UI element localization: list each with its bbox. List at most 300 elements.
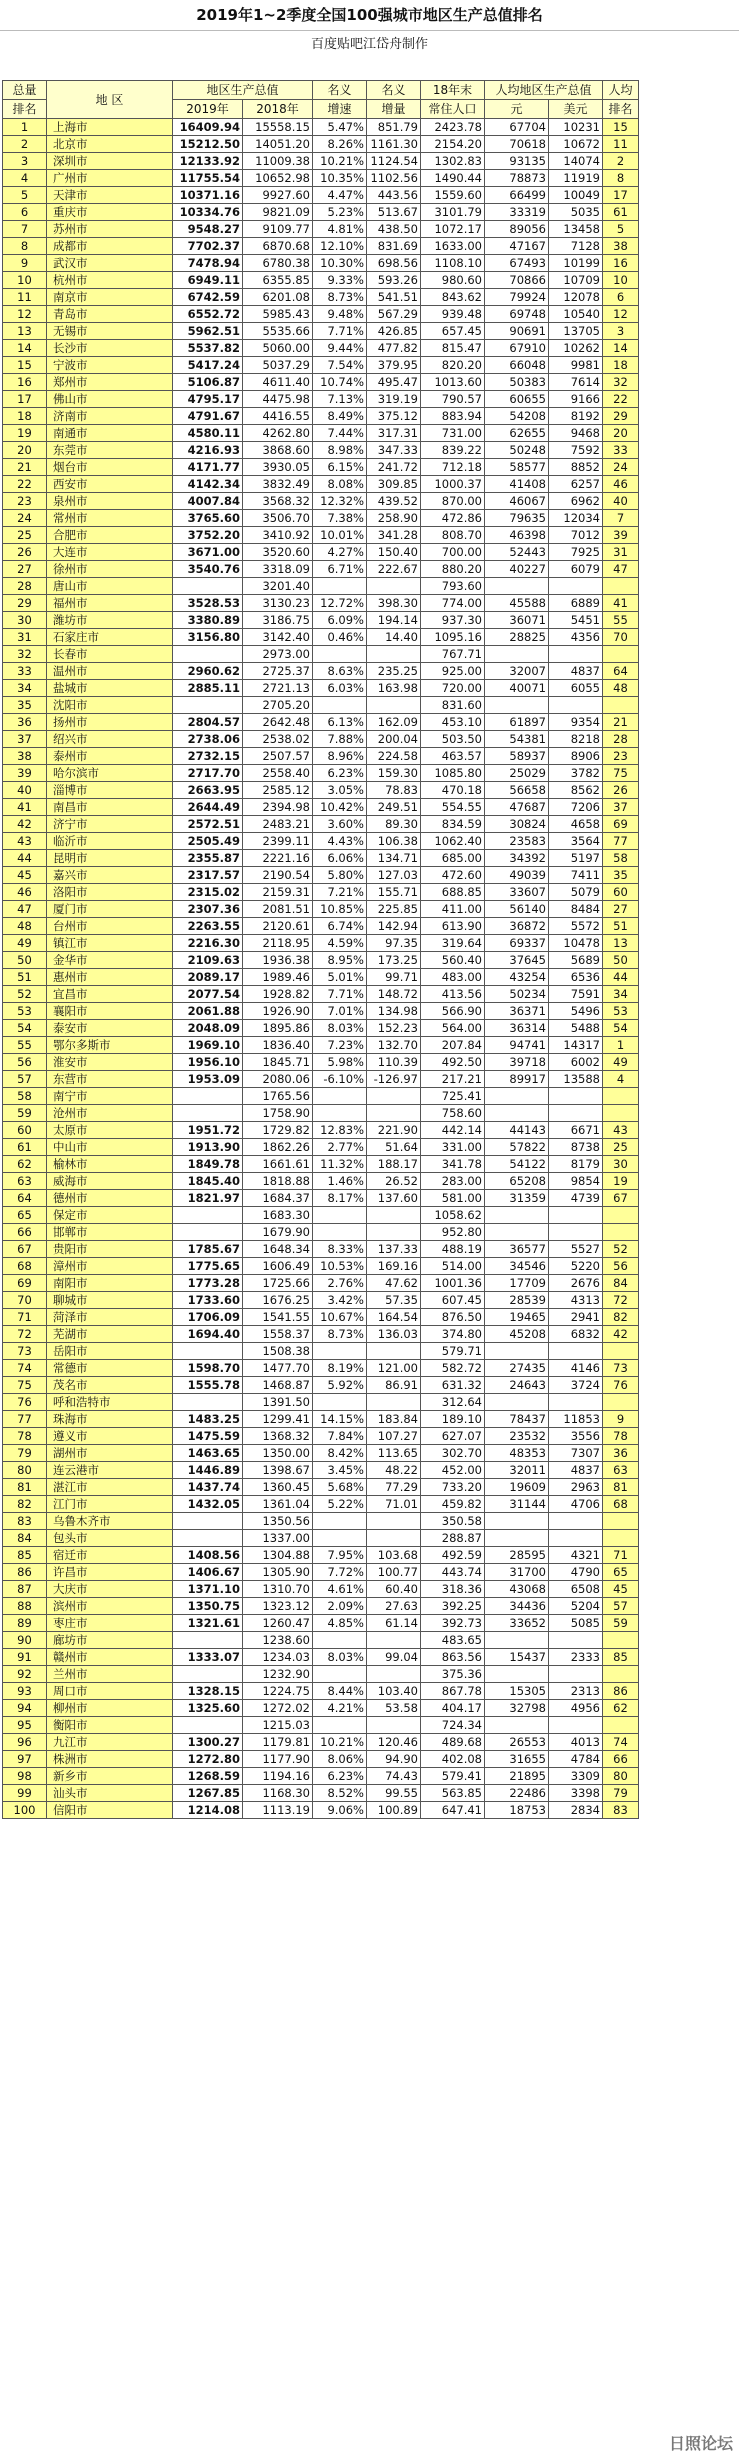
cell-percapita-rank: 63: [603, 1462, 639, 1479]
cell-city: 聊城市: [47, 1292, 173, 1309]
table-row: [3, 1003, 639, 1020]
cell-percapita-rank: [603, 1207, 639, 1224]
cell-percapita-usd: 11853: [549, 1411, 603, 1428]
cell-percapita-rank: 85: [603, 1649, 639, 1666]
cell-gdp-2019: 1272.80: [173, 1751, 243, 1768]
cell-growth: 3.45%: [313, 1462, 367, 1479]
cell-percapita-usd: 3398: [549, 1785, 603, 1802]
header-yuan: 元: [485, 100, 549, 119]
cell-percapita-usd: 2676: [549, 1275, 603, 1292]
table-row: [3, 391, 639, 408]
cell-population: 470.18: [421, 782, 485, 799]
cell-gdp-2018: 1368.32: [243, 1428, 313, 1445]
table-row: [3, 1717, 639, 1734]
cell-percapita-rank: 10: [603, 272, 639, 289]
cell-increment: 222.67: [367, 561, 421, 578]
cell-percapita-yuan: 93135: [485, 153, 549, 170]
cell-rank: 34: [3, 680, 47, 697]
cell-gdp-2018: 6201.08: [243, 289, 313, 306]
cell-gdp-2019: 2061.88: [173, 1003, 243, 1020]
cell-growth: 4.85%: [313, 1615, 367, 1632]
table-row: [3, 1071, 639, 1088]
cell-gdp-2018: 1299.41: [243, 1411, 313, 1428]
cell-increment: 94.90: [367, 1751, 421, 1768]
cell-city: 长沙市: [47, 340, 173, 357]
cell-gdp-2018: 2118.95: [243, 935, 313, 952]
cell-growth: 5.68%: [313, 1479, 367, 1496]
cell-percapita-usd: 7012: [549, 527, 603, 544]
cell-population: 731.00: [421, 425, 485, 442]
cell-population: 483.65: [421, 1632, 485, 1649]
cell-percapita-yuan: 66048: [485, 357, 549, 374]
cell-percapita-rank: 42: [603, 1326, 639, 1343]
cell-percapita-yuan: 48353: [485, 1445, 549, 1462]
cell-percapita-yuan: 32007: [485, 663, 549, 680]
cell-percapita-yuan: [485, 1343, 549, 1360]
cell-rank: 7: [3, 221, 47, 238]
cell-rank: 66: [3, 1224, 47, 1241]
table-row: [3, 748, 639, 765]
cell-gdp-2019: 1437.74: [173, 1479, 243, 1496]
cell-percapita-yuan: [485, 1088, 549, 1105]
cell-gdp-2019: 1706.09: [173, 1309, 243, 1326]
cell-population: 411.00: [421, 901, 485, 918]
cell-growth: 7.72%: [313, 1564, 367, 1581]
cell-percapita-yuan: [485, 1513, 549, 1530]
cell-increment: 224.58: [367, 748, 421, 765]
header-gdp-2019: 2019年: [173, 100, 243, 119]
table-row: [3, 1190, 639, 1207]
cell-growth: 5.80%: [313, 867, 367, 884]
cell-percapita-usd: 6055: [549, 680, 603, 697]
cell-rank: 92: [3, 1666, 47, 1683]
cell-city: 济南市: [47, 408, 173, 425]
cell-gdp-2018: 11009.38: [243, 153, 313, 170]
cell-gdp-2018: 1725.66: [243, 1275, 313, 1292]
cell-percapita-usd: 8192: [549, 408, 603, 425]
cell-increment: 495.47: [367, 374, 421, 391]
header-growth: 名义: [313, 81, 367, 100]
cell-growth: 7.84%: [313, 1428, 367, 1445]
cell-percapita-rank: 45: [603, 1581, 639, 1598]
cell-growth: 7.54%: [313, 357, 367, 374]
cell-population: 492.50: [421, 1054, 485, 1071]
cell-gdp-2018: 2080.06: [243, 1071, 313, 1088]
cell-rank: 60: [3, 1122, 47, 1139]
cell-percapita-yuan: 89056: [485, 221, 549, 238]
cell-percapita-yuan: 28825: [485, 629, 549, 646]
cell-percapita-rank: 2: [603, 153, 639, 170]
cell-rank: 98: [3, 1768, 47, 1785]
cell-percapita-rank: 77: [603, 833, 639, 850]
table-row: [3, 1496, 639, 1513]
cell-percapita-usd: [549, 1513, 603, 1530]
cell-city: 汕头市: [47, 1785, 173, 1802]
cell-percapita-yuan: [485, 1717, 549, 1734]
cell-city: 洛阳市: [47, 884, 173, 901]
table-row: [3, 306, 639, 323]
cell-percapita-yuan: [485, 1666, 549, 1683]
cell-gdp-2018: 2190.54: [243, 867, 313, 884]
cell-growth: [313, 1530, 367, 1547]
cell-gdp-2018: 1391.50: [243, 1394, 313, 1411]
cell-increment: 477.82: [367, 340, 421, 357]
cell-percapita-usd: 4784: [549, 1751, 603, 1768]
cell-increment: [367, 1666, 421, 1683]
table-row: [3, 340, 639, 357]
cell-percapita-usd: 6889: [549, 595, 603, 612]
cell-percapita-usd: 3724: [549, 1377, 603, 1394]
cell-percapita-usd: 7128: [549, 238, 603, 255]
cell-gdp-2019: [173, 1632, 243, 1649]
cell-percapita-usd: 5527: [549, 1241, 603, 1258]
cell-percapita-usd: 13458: [549, 221, 603, 238]
cell-city: 上海市: [47, 119, 173, 136]
cell-percapita-rank: 26: [603, 782, 639, 799]
cell-population: 790.57: [421, 391, 485, 408]
cell-increment: 99.04: [367, 1649, 421, 1666]
table-row: [3, 697, 639, 714]
cell-growth: 6.03%: [313, 680, 367, 697]
cell-city: 东营市: [47, 1071, 173, 1088]
cell-percapita-yuan: 52443: [485, 544, 549, 561]
cell-population: 413.56: [421, 986, 485, 1003]
cell-percapita-yuan: 28539: [485, 1292, 549, 1309]
cell-rank: 47: [3, 901, 47, 918]
cell-population: 867.78: [421, 1683, 485, 1700]
cell-increment: 258.90: [367, 510, 421, 527]
cell-growth: 7.23%: [313, 1037, 367, 1054]
header-increment: 名义: [367, 81, 421, 100]
table-row: [3, 816, 639, 833]
cell-rank: 77: [3, 1411, 47, 1428]
cell-percapita-yuan: 70866: [485, 272, 549, 289]
cell-percapita-rank: [603, 1530, 639, 1547]
header-growth-line2: 增速: [313, 100, 367, 119]
cell-percapita-yuan: 54381: [485, 731, 549, 748]
cell-percapita-usd: 6508: [549, 1581, 603, 1598]
cell-percapita-yuan: 70618: [485, 136, 549, 153]
cell-rank: 70: [3, 1292, 47, 1309]
table-row: [3, 884, 639, 901]
cell-population: 312.64: [421, 1394, 485, 1411]
cell-rank: 74: [3, 1360, 47, 1377]
cell-gdp-2019: 1821.97: [173, 1190, 243, 1207]
cell-growth: [313, 1224, 367, 1241]
cell-percapita-usd: 5079: [549, 884, 603, 901]
cell-gdp-2019: 4791.67: [173, 408, 243, 425]
table-row: [3, 1139, 639, 1156]
cell-gdp-2019: 5962.51: [173, 323, 243, 340]
cell-percapita-yuan: 56140: [485, 901, 549, 918]
cell-city: 惠州市: [47, 969, 173, 986]
cell-rank: 37: [3, 731, 47, 748]
cell-gdp-2019: 2732.15: [173, 748, 243, 765]
cell-increment: 103.40: [367, 1683, 421, 1700]
cell-percapita-usd: [549, 1530, 603, 1547]
cell-rank: 53: [3, 1003, 47, 1020]
cell-increment: 134.71: [367, 850, 421, 867]
cell-increment: 78.83: [367, 782, 421, 799]
cell-percapita-usd: 8179: [549, 1156, 603, 1173]
cell-gdp-2019: 1483.25: [173, 1411, 243, 1428]
cell-percapita-usd: 6832: [549, 1326, 603, 1343]
cell-percapita-yuan: [485, 578, 549, 595]
cell-percapita-yuan: [485, 1207, 549, 1224]
cell-gdp-2018: 3568.32: [243, 493, 313, 510]
cell-city: 绍兴市: [47, 731, 173, 748]
cell-percapita-usd: 9166: [549, 391, 603, 408]
cell-percapita-rank: 36: [603, 1445, 639, 1462]
cell-gdp-2018: 2725.37: [243, 663, 313, 680]
cell-growth: 7.44%: [313, 425, 367, 442]
cell-percapita-rank: 34: [603, 986, 639, 1003]
cell-gdp-2018: 9927.60: [243, 187, 313, 204]
cell-gdp-2018: 1323.12: [243, 1598, 313, 1615]
cell-increment: 235.25: [367, 663, 421, 680]
table-row: [3, 578, 639, 595]
cell-increment: [367, 1513, 421, 1530]
cell-population: 712.18: [421, 459, 485, 476]
cell-rank: 25: [3, 527, 47, 544]
cell-city: 泰州市: [47, 748, 173, 765]
cell-rank: 41: [3, 799, 47, 816]
table-row: [3, 867, 639, 884]
cell-population: 631.32: [421, 1377, 485, 1394]
cell-gdp-2018: 6780.38: [243, 255, 313, 272]
cell-gdp-2018: 1350.56: [243, 1513, 313, 1530]
cell-city: 沧州市: [47, 1105, 173, 1122]
cell-rank: 31: [3, 629, 47, 646]
cell-increment: 137.33: [367, 1241, 421, 1258]
cell-increment: 593.26: [367, 272, 421, 289]
cell-rank: 80: [3, 1462, 47, 1479]
cell-increment: [367, 578, 421, 595]
cell-city: 南昌市: [47, 799, 173, 816]
cell-percapita-usd: 6962: [549, 493, 603, 510]
cell-percapita-yuan: [485, 1105, 549, 1122]
cell-gdp-2019: 5417.24: [173, 357, 243, 374]
cell-population: 341.78: [421, 1156, 485, 1173]
cell-gdp-2019: 2355.87: [173, 850, 243, 867]
cell-percapita-yuan: 54208: [485, 408, 549, 425]
cell-rank: 14: [3, 340, 47, 357]
cell-percapita-yuan: 31700: [485, 1564, 549, 1581]
table-row: [3, 374, 639, 391]
header-city: 地 区: [47, 81, 173, 119]
cell-growth: 2.77%: [313, 1139, 367, 1156]
cell-city: 佛山市: [47, 391, 173, 408]
cell-percapita-rank: [603, 1394, 639, 1411]
cell-city: 衡阳市: [47, 1717, 173, 1734]
cell-percapita-yuan: 79635: [485, 510, 549, 527]
cell-percapita-usd: 2941: [549, 1309, 603, 1326]
cell-city: 信阳市: [47, 1802, 173, 1819]
cell-percapita-usd: 5085: [549, 1615, 603, 1632]
cell-gdp-2019: [173, 1224, 243, 1241]
cell-gdp-2019: [173, 697, 243, 714]
table-row: [3, 1309, 639, 1326]
cell-rank: 40: [3, 782, 47, 799]
cell-percapita-rank: [603, 1105, 639, 1122]
header-gdp-group: 地区生产总值: [173, 81, 313, 100]
cell-gdp-2018: 2585.12: [243, 782, 313, 799]
cell-gdp-2018: 2721.13: [243, 680, 313, 697]
cell-gdp-2018: 5037.29: [243, 357, 313, 374]
cell-population: 579.41: [421, 1768, 485, 1785]
cell-population: 1085.80: [421, 765, 485, 782]
cell-rank: 27: [3, 561, 47, 578]
cell-gdp-2018: 3201.40: [243, 578, 313, 595]
cell-percapita-rank: 62: [603, 1700, 639, 1717]
cell-percapita-rank: 81: [603, 1479, 639, 1496]
cell-population: 952.80: [421, 1224, 485, 1241]
cell-city: 珠海市: [47, 1411, 173, 1428]
cell-gdp-2019: 2804.57: [173, 714, 243, 731]
cell-city: 石家庄市: [47, 629, 173, 646]
cell-growth: 5.98%: [313, 1054, 367, 1071]
cell-gdp-2019: 1406.67: [173, 1564, 243, 1581]
cell-gdp-2019: 2644.49: [173, 799, 243, 816]
cell-rank: 3: [3, 153, 47, 170]
cell-city: 株洲市: [47, 1751, 173, 1768]
cell-growth: 10.53%: [313, 1258, 367, 1275]
cell-city: 哈尔滨市: [47, 765, 173, 782]
cell-population: 815.47: [421, 340, 485, 357]
cell-percapita-rank: 65: [603, 1564, 639, 1581]
cell-growth: 10.74%: [313, 374, 367, 391]
table-row: [3, 1343, 639, 1360]
cell-percapita-usd: 3309: [549, 1768, 603, 1785]
cell-percapita-usd: 2333: [549, 1649, 603, 1666]
cell-rank: 69: [3, 1275, 47, 1292]
cell-percapita-usd: 12078: [549, 289, 603, 306]
cell-gdp-2019: 9548.27: [173, 221, 243, 238]
cell-rank: 58: [3, 1088, 47, 1105]
cell-city: 南京市: [47, 289, 173, 306]
cell-gdp-2019: 2216.30: [173, 935, 243, 952]
cell-growth: 2.76%: [313, 1275, 367, 1292]
cell-population: 189.10: [421, 1411, 485, 1428]
cell-percapita-usd: 2834: [549, 1802, 603, 1819]
cell-gdp-2019: 4795.17: [173, 391, 243, 408]
cell-city: 茂名市: [47, 1377, 173, 1394]
cell-gdp-2018: 1729.82: [243, 1122, 313, 1139]
cell-city: 九江市: [47, 1734, 173, 1751]
cell-rank: 15: [3, 357, 47, 374]
cell-percapita-usd: 10478: [549, 935, 603, 952]
cell-population: 492.59: [421, 1547, 485, 1564]
cell-percapita-usd: 7307: [549, 1445, 603, 1462]
cell-percapita-usd: [549, 578, 603, 595]
cell-increment: 89.30: [367, 816, 421, 833]
cell-percapita-usd: [549, 1632, 603, 1649]
cell-growth: [313, 1666, 367, 1683]
cell-growth: 8.73%: [313, 289, 367, 306]
cell-population: 834.59: [421, 816, 485, 833]
cell-gdp-2018: 1234.03: [243, 1649, 313, 1666]
cell-city: 武汉市: [47, 255, 173, 272]
cell-growth: 4.27%: [313, 544, 367, 561]
cell-gdp-2018: 1477.70: [243, 1360, 313, 1377]
cell-percapita-usd: 6671: [549, 1122, 603, 1139]
cell-percapita-rank: 53: [603, 1003, 639, 1020]
cell-percapita-usd: 3556: [549, 1428, 603, 1445]
cell-increment: [367, 1632, 421, 1649]
cell-percapita-usd: 4013: [549, 1734, 603, 1751]
cell-percapita-usd: [549, 1224, 603, 1241]
cell-gdp-2018: 1305.90: [243, 1564, 313, 1581]
cell-gdp-2018: 1272.02: [243, 1700, 313, 1717]
table-row: [3, 595, 639, 612]
cell-rank: 83: [3, 1513, 47, 1530]
cell-rank: 23: [3, 493, 47, 510]
cell-rank: 50: [3, 952, 47, 969]
cell-population: 579.71: [421, 1343, 485, 1360]
page-subtitle: 百度贴吧江岱舟制作: [310, 37, 428, 52]
cell-growth: 10.67%: [313, 1309, 367, 1326]
table-row: [3, 1615, 639, 1632]
cell-city: 徐州市: [47, 561, 173, 578]
cell-percapita-yuan: [485, 1632, 549, 1649]
cell-increment: 120.46: [367, 1734, 421, 1751]
cell-rank: 24: [3, 510, 47, 527]
cell-growth: 8.26%: [313, 136, 367, 153]
cell-increment: 27.63: [367, 1598, 421, 1615]
cell-percapita-yuan: 46067: [485, 493, 549, 510]
cell-growth: 8.06%: [313, 1751, 367, 1768]
cell-population: 647.41: [421, 1802, 485, 1819]
cell-increment: [367, 1105, 421, 1122]
cell-city: 宁波市: [47, 357, 173, 374]
cell-gdp-2019: [173, 1394, 243, 1411]
cell-rank: 62: [3, 1156, 47, 1173]
cell-growth: 6.15%: [313, 459, 367, 476]
table-row: [3, 731, 639, 748]
cell-rank: 48: [3, 918, 47, 935]
cell-population: 463.57: [421, 748, 485, 765]
cell-percapita-rank: [603, 578, 639, 595]
table-row: [3, 799, 639, 816]
table-row: [3, 1428, 639, 1445]
cell-percapita-rank: 79: [603, 1785, 639, 1802]
cell-growth: 8.73%: [313, 1326, 367, 1343]
cell-percapita-yuan: 31359: [485, 1190, 549, 1207]
cell-population: 1000.37: [421, 476, 485, 493]
cell-increment: 71.01: [367, 1496, 421, 1513]
cell-rank: 68: [3, 1258, 47, 1275]
cell-growth: 7.21%: [313, 884, 367, 901]
cell-percapita-yuan: 21895: [485, 1768, 549, 1785]
cell-gdp-2018: 3318.09: [243, 561, 313, 578]
cell-population: 2423.78: [421, 119, 485, 136]
cell-population: 767.71: [421, 646, 485, 663]
cell-population: 607.45: [421, 1292, 485, 1309]
cell-gdp-2019: 16409.94: [173, 119, 243, 136]
cell-rank: 28: [3, 578, 47, 595]
cell-rank: 93: [3, 1683, 47, 1700]
cell-population: 1013.60: [421, 374, 485, 391]
cell-increment: 1102.56: [367, 170, 421, 187]
cell-gdp-2018: 9109.77: [243, 221, 313, 238]
cell-increment: 188.17: [367, 1156, 421, 1173]
cell-gdp-2018: 4262.80: [243, 425, 313, 442]
cell-percapita-rank: 40: [603, 493, 639, 510]
cell-increment: 97.35: [367, 935, 421, 952]
cell-growth: 6.23%: [313, 1768, 367, 1785]
cell-population: 1108.10: [421, 255, 485, 272]
cell-percapita-rank: 24: [603, 459, 639, 476]
